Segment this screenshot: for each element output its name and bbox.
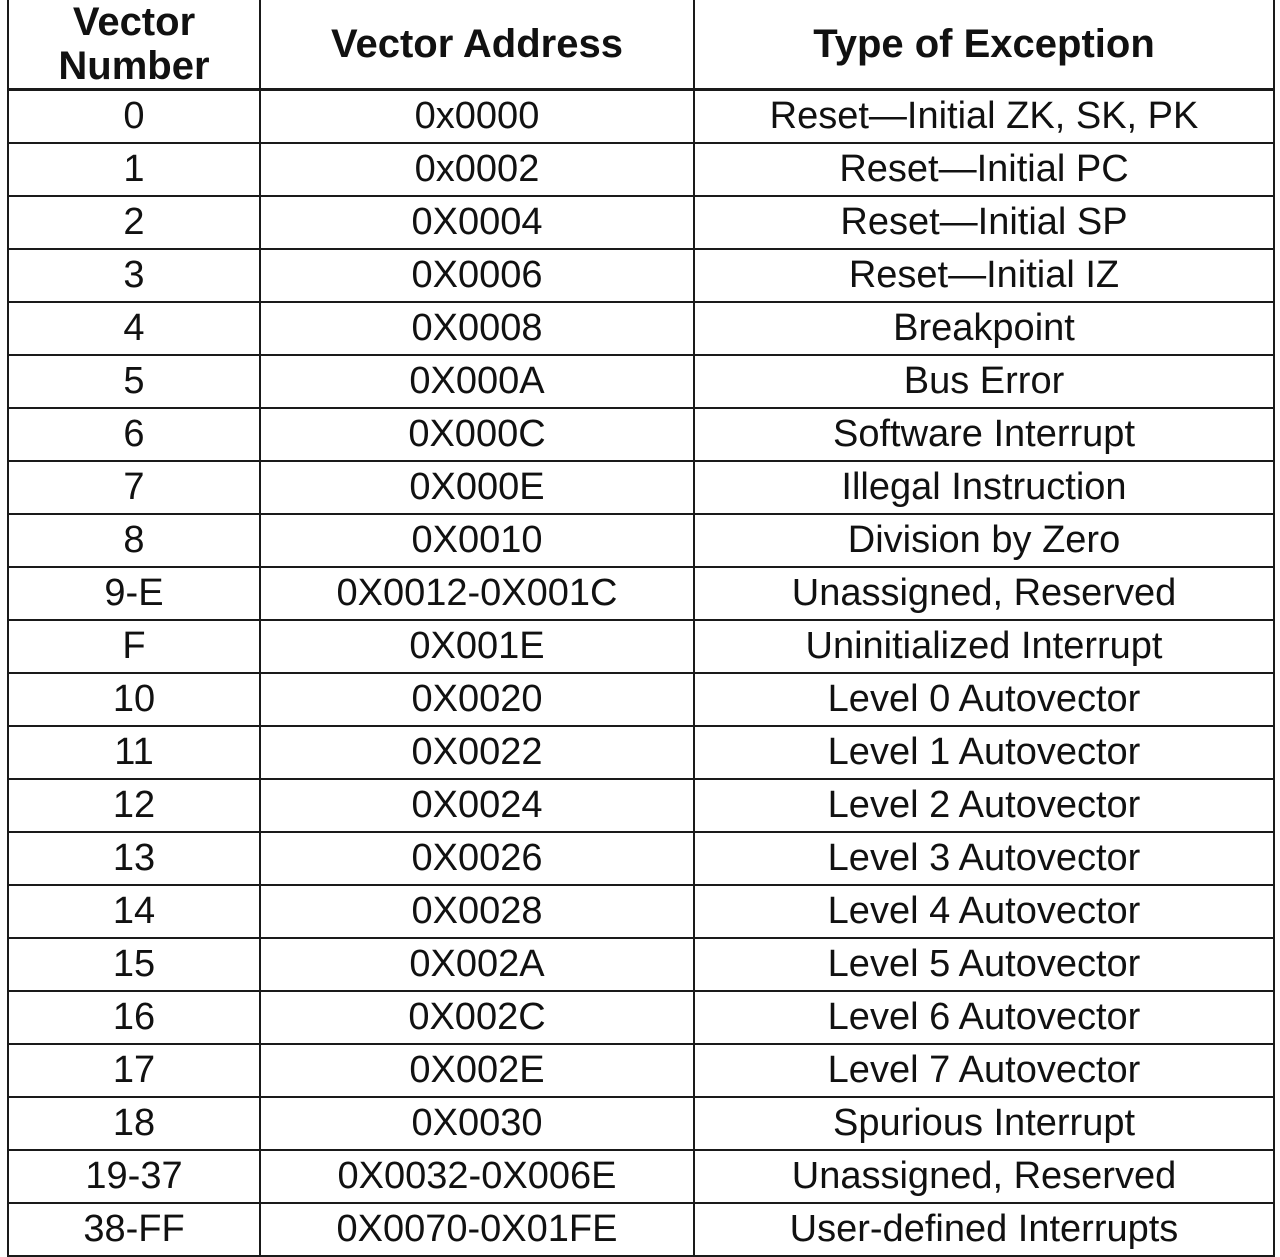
cell-exception-type: Reset—Initial ZK, SK, PK [694, 90, 1274, 144]
cell-exception-type: Level 2 Autovector [694, 779, 1274, 832]
cell-exception-type: Level 3 Autovector [694, 832, 1274, 885]
cell-vector-address: 0X0026 [260, 832, 694, 885]
cell-vector-address: 0X0012-0X001C [260, 567, 694, 620]
table-row [8, 355, 1274, 408]
exception-vector-table [7, 0, 1275, 1257]
header-vector-number: Vector Number [8, 0, 260, 90]
cell-vector-address: 0X000E [260, 461, 694, 514]
cell-vector-number: 4 [8, 302, 260, 355]
cell-vector-address: 0X0028 [260, 885, 694, 938]
table-row [8, 991, 1274, 1044]
cell-vector-number: 2 [8, 196, 260, 249]
cell-vector-number: 0 [8, 90, 260, 144]
table-row [8, 302, 1274, 355]
cell-exception-type: Level 6 Autovector [694, 991, 1274, 1044]
table-row [8, 885, 1274, 938]
cell-vector-number: 17 [8, 1044, 260, 1097]
header-vector-address: Vector Address [260, 0, 694, 90]
cell-vector-number: 1 [8, 143, 260, 196]
cell-vector-address: 0X000A [260, 355, 694, 408]
cell-exception-type: Breakpoint [694, 302, 1274, 355]
cell-vector-number: F [8, 620, 260, 673]
cell-exception-type: Reset—Initial PC [694, 143, 1274, 196]
cell-vector-address: 0x0002 [260, 143, 694, 196]
cell-vector-address: 0X000C [260, 408, 694, 461]
cell-vector-number: 16 [8, 991, 260, 1044]
table-body [8, 90, 1274, 1257]
cell-vector-address: 0X0004 [260, 196, 694, 249]
table-row [8, 1044, 1274, 1097]
table-row [8, 938, 1274, 991]
cell-vector-address: 0X0030 [260, 1097, 694, 1150]
cell-exception-type: Level 1 Autovector [694, 726, 1274, 779]
table-row [8, 143, 1274, 196]
cell-vector-number: 12 [8, 779, 260, 832]
cell-vector-number: 8 [8, 514, 260, 567]
table-row [8, 1097, 1274, 1150]
cell-vector-address: 0X0032-0X006E [260, 1150, 694, 1203]
header-type-of-exception: Type of Exception [694, 0, 1274, 90]
cell-vector-address: 0X0024 [260, 779, 694, 832]
cell-vector-number: 38-FF [8, 1203, 260, 1256]
cell-vector-number: 14 [8, 885, 260, 938]
table-row [8, 514, 1274, 567]
cell-vector-address: 0X0008 [260, 302, 694, 355]
cell-vector-number: 18 [8, 1097, 260, 1150]
cell-vector-number: 6 [8, 408, 260, 461]
cell-vector-number: 19-37 [8, 1150, 260, 1203]
table-row [8, 90, 1274, 144]
cell-vector-address: 0X0022 [260, 726, 694, 779]
cell-vector-address: 0x0000 [260, 90, 694, 144]
table-row [8, 249, 1274, 302]
cell-vector-number: 5 [8, 355, 260, 408]
table-row [8, 673, 1274, 726]
table-row [8, 567, 1274, 620]
exception-vector-table-container [7, 0, 1273, 1252]
cell-exception-type: Level 7 Autovector [694, 1044, 1274, 1097]
cell-exception-type: Spurious Interrupt [694, 1097, 1274, 1150]
cell-vector-address: 0X0006 [260, 249, 694, 302]
cell-exception-type: Reset—Initial IZ [694, 249, 1274, 302]
cell-exception-type: Division by Zero [694, 514, 1274, 567]
cell-exception-type: Bus Error [694, 355, 1274, 408]
cell-vector-number: 15 [8, 938, 260, 991]
table-row [8, 408, 1274, 461]
cell-exception-type: Reset—Initial SP [694, 196, 1274, 249]
cell-exception-type: Unassigned, Reserved [694, 1150, 1274, 1203]
cell-exception-type: Level 4 Autovector [694, 885, 1274, 938]
cell-exception-type: Uninitialized Interrupt [694, 620, 1274, 673]
cell-vector-number: 7 [8, 461, 260, 514]
cell-vector-address: 0X002C [260, 991, 694, 1044]
table-row [8, 832, 1274, 885]
cell-vector-number: 10 [8, 673, 260, 726]
table-row [8, 461, 1274, 514]
cell-vector-number: 13 [8, 832, 260, 885]
table-row [8, 1150, 1274, 1203]
table-row [8, 620, 1274, 673]
cell-exception-type: Unassigned, Reserved [694, 567, 1274, 620]
cell-vector-address: 0X001E [260, 620, 694, 673]
table-row [8, 726, 1274, 779]
cell-exception-type: Software Interrupt [694, 408, 1274, 461]
table-header-row [8, 0, 1274, 90]
cell-exception-type: User-defined Interrupts [694, 1203, 1274, 1256]
cell-vector-number: 11 [8, 726, 260, 779]
cell-vector-address: 0X002A [260, 938, 694, 991]
cell-vector-address: 0X0070-0X01FE [260, 1203, 694, 1256]
table-row [8, 196, 1274, 249]
cell-vector-address: 0X0010 [260, 514, 694, 567]
cell-exception-type: Level 0 Autovector [694, 673, 1274, 726]
cell-exception-type: Level 5 Autovector [694, 938, 1274, 991]
cell-vector-address: 0X0020 [260, 673, 694, 726]
table-row [8, 779, 1274, 832]
cell-vector-address: 0X002E [260, 1044, 694, 1097]
cell-exception-type: Illegal Instruction [694, 461, 1274, 514]
cell-vector-number: 9-E [8, 567, 260, 620]
table-row [8, 1203, 1274, 1256]
cell-vector-number: 3 [8, 249, 260, 302]
